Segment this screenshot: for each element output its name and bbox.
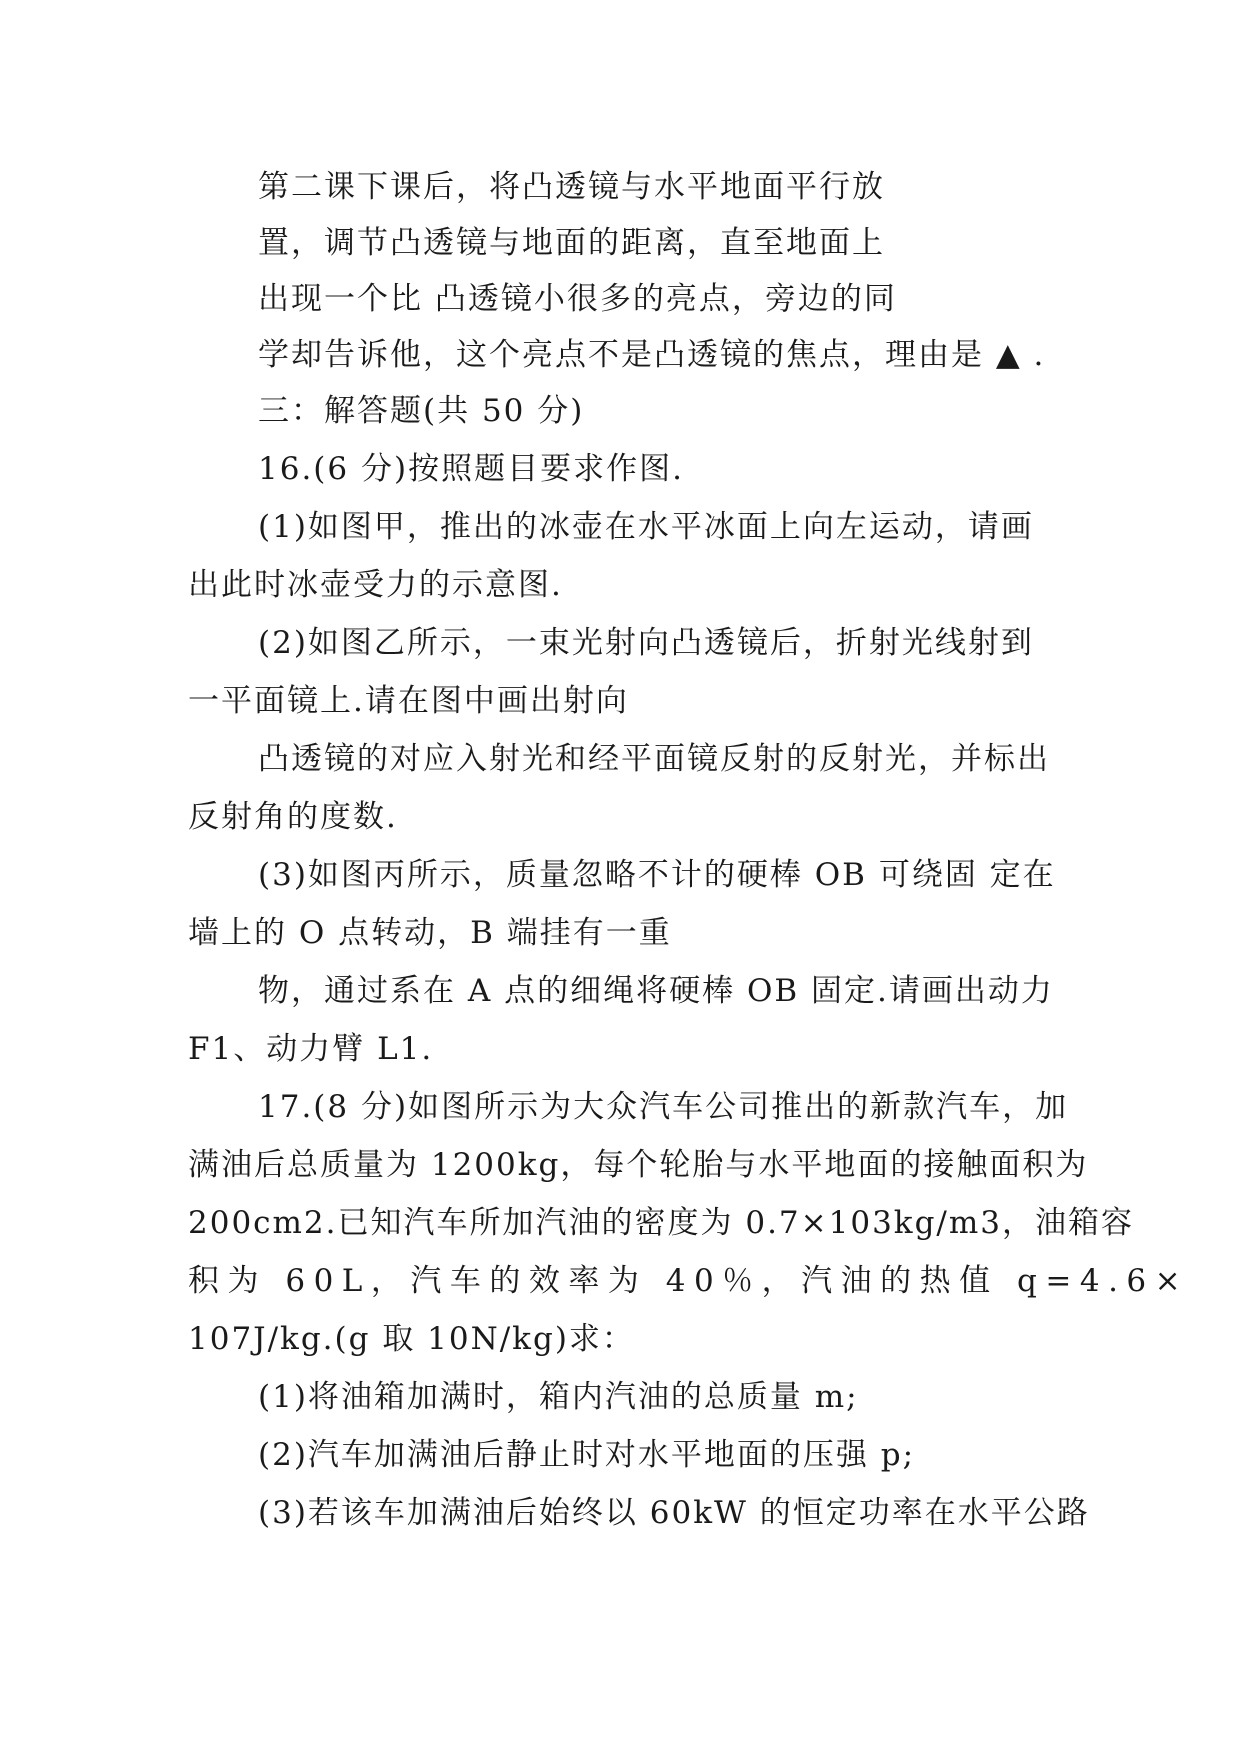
- text-line: 200cm2.已知汽车所加汽油的密度为 0.7×103kg/m3，油箱容: [188, 1205, 1134, 1241]
- text-line: 一平面镜上.请在图中画出射向: [188, 683, 629, 719]
- question-heading: 17.(8 分)如图所示为大众汽车公司推出的新款汽车，加: [258, 1089, 1069, 1125]
- text-line: 积为 60L，汽车的效率为 40％，汽油的热值 q=4.6×: [188, 1263, 1190, 1299]
- text-line: 满油后总质量为 1200kg，每个轮胎与水平地面的接触面积为: [188, 1147, 1089, 1183]
- text-line: (3)若该车加满油后始终以 60kW 的恒定功率在水平公路: [258, 1495, 1090, 1531]
- text-line: 墙上的 O 点转动，B 端挂有一重: [188, 915, 672, 951]
- text-line: 凸透镜的对应入射光和经平面镜反射的反射光，并标出: [258, 741, 1050, 777]
- text-line: 物，通过系在 A 点的细绳将硬棒 OB 固定.请画出动力: [258, 973, 1054, 1009]
- text-line: F1、动力臂 L1.: [188, 1031, 434, 1067]
- text-line: (3)如图丙所示，质量忽略不计的硬棒 OB 可绕固 定在: [258, 857, 1056, 893]
- text-line: 出现一个比 凸透镜小很多的亮点，旁边的同: [258, 281, 897, 317]
- text-line: (2)如图乙所示，一束光射向凸透镜后，折射光线射到: [258, 625, 1034, 661]
- question-heading: 16.(6 分)按照题目要求作图.: [258, 451, 684, 487]
- text-line: 置，调节凸透镜与地面的距离，直至地面上: [258, 225, 885, 261]
- text-line: 学却告诉他，这个亮点不是凸透镜的焦点，理由是 ▲ .: [258, 337, 1046, 373]
- text-line: 出此时冰壶受力的示意图.: [188, 567, 563, 603]
- text-line: 反射角的度数.: [188, 799, 398, 835]
- text-line: 第二课下课后，将凸透镜与水平地面平行放: [258, 169, 885, 205]
- section-heading: 三：解答题(共 50 分): [258, 393, 585, 429]
- text-line: (1)如图甲，推出的冰壶在水平冰面上向左运动，请画: [258, 509, 1034, 545]
- text-line: 107J/kg.(g 取 10N/kg)求：: [188, 1321, 635, 1357]
- text-line: (1)将油箱加满时，箱内汽油的总质量 m;: [258, 1379, 859, 1415]
- text-line: (2)汽车加满油后静止时对水平地面的压强 p;: [258, 1437, 916, 1473]
